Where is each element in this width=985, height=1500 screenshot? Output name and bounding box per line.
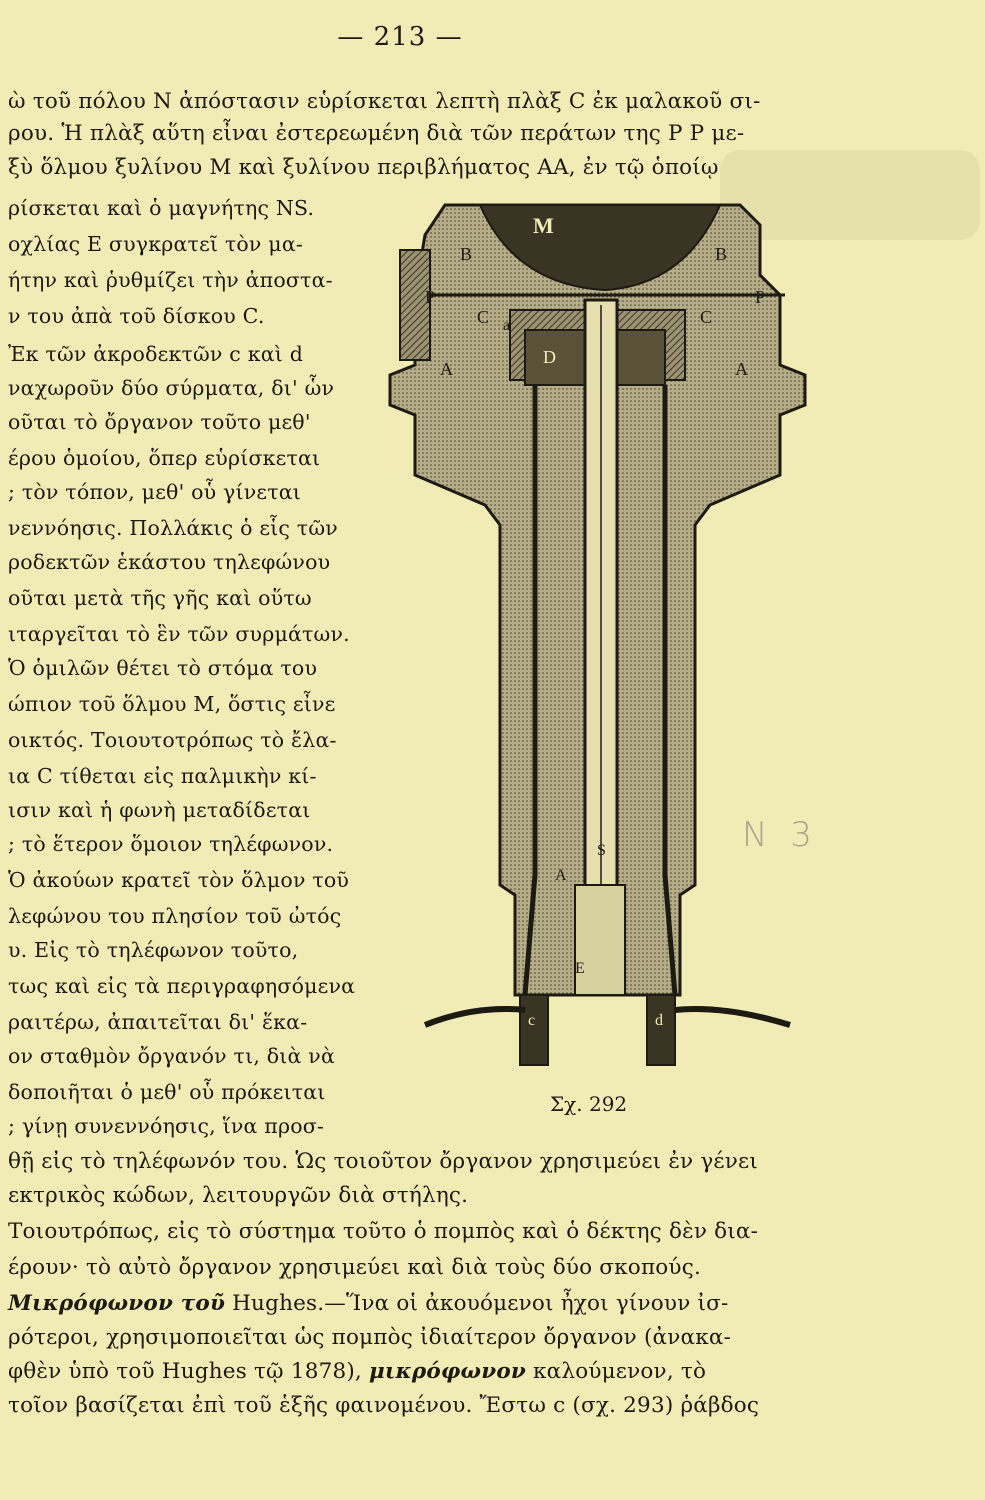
figure-label: a: [503, 317, 511, 334]
text-line: οῦται μετὰ τῆς γῆς καὶ οὕτω: [8, 586, 312, 610]
text-line: νεννόησις. Πολλάκις ὁ εἷς τῶν: [8, 516, 338, 540]
figure-label: d: [655, 1012, 663, 1029]
figure-label: C: [477, 307, 490, 327]
text-line: ιταργεῖται τὸ ἓν τῶν συρμάτων.: [8, 622, 350, 646]
text-line: ρότεροι, χρησιμοποιεῖται ὡς πομπὸς ἰδιαίτερον ὄργανον (ἀνακα-: [8, 1325, 732, 1350]
text-line: έρουν· τὸ αὐτὸ ὄργανον χρησιμεύει καὶ διὰ τοὺς δύο σκοπούς.: [8, 1255, 701, 1280]
text-line: ; τὸν τόπον, μεθ' οὗ γίνεται: [8, 480, 302, 504]
text-line: ν του ἀπὰ τοῦ δίσκου C.: [8, 304, 265, 328]
figure-label: A: [555, 867, 567, 884]
text-line: οχλίας Ε συγκρατεῖ τὸν μα-: [8, 232, 304, 256]
figure-label: S: [597, 842, 606, 859]
text-line: ραιτέρω, ἀπαιτεῖται δι' ἕκα-: [8, 1010, 308, 1034]
figure-label: C: [700, 307, 713, 327]
section-heading-rest: Hughes.—Ἵνα οἱ ἀκουόμενοι ἦχοι γίνουν ἰσ-: [225, 1291, 729, 1316]
text-line: οικτός. Τοιουτοτρόπως τὸ ἔλα-: [8, 728, 337, 752]
terminal-d: [647, 995, 675, 1065]
text-line: Ὁ ὁμιλῶν θέτει τὸ στόμα του: [8, 656, 318, 680]
text-line: ώπιον τοῦ ὅλμου Μ, ὅστις εἶνε: [8, 692, 336, 716]
figure-label: B: [460, 244, 473, 264]
cord-right: [675, 1009, 790, 1025]
text-line: ον σταθμὸν ὄργανόν τι, διὰ νὰ: [8, 1044, 336, 1068]
text-line: δοποιῆται ὁ μεθ' οὗ πρόκειται: [8, 1080, 326, 1104]
section-heading: Μικρόφωνον τοῦ: [8, 1291, 226, 1316]
figure-label: A: [440, 359, 453, 379]
text-line: Ἐκ τῶν ἀκροδεκτῶν c καὶ d: [8, 342, 304, 366]
terminal-c: [520, 995, 548, 1065]
text-line: ρίσκεται καὶ ὁ μαγνήτης NS.: [8, 196, 315, 220]
text-line: ναχωροῦν δύο σύρματα, δι' ὧν: [8, 376, 335, 400]
text-line: ; γίνῃ συνεννόησις, ἵνα προσ-: [8, 1114, 325, 1138]
telephone-cross-section-figure: [385, 195, 815, 1085]
text-line: Τοιουτρόπως, εἰς τὸ σύστημα τοῦτο ὁ πομπὸς καὶ ὁ δέκτης δὲν δια-: [8, 1219, 759, 1244]
figure-label: E: [575, 960, 585, 977]
text-line: λεφώνου του πλησίον τοῦ ὠτός: [8, 904, 342, 928]
text-line: θῇ εἰς τὸ τηλέφωνόν του. Ὡς τοιοῦτον ὄργανον χρησιμεύει ἐν γένει: [8, 1149, 758, 1174]
base-piece: [575, 885, 625, 995]
figure-label: A: [735, 359, 748, 379]
text-line: ροδεκτῶν ἑκάστου τηλεφώνου: [8, 550, 331, 574]
figure-label: P: [425, 287, 436, 307]
text-line: ; τὸ ἕτερον ὅμοιον τηλέφωνον.: [8, 832, 334, 856]
telephone-diagram: [385, 195, 815, 1085]
emphasis-term: μικρόφωνον: [369, 1359, 526, 1384]
cord-left: [425, 1009, 525, 1025]
section-heading-line: [8, 1288, 728, 1320]
text-span: φθὲν ὑπὸ τοῦ Hughes τῷ 1878),: [8, 1359, 369, 1384]
text-line: εκτρικὸς κώδων, λειτουργῶν διὰ στήλης.: [8, 1183, 469, 1208]
text-line: υ. Εἰς τὸ τηλέφωνον τοῦτο,: [8, 938, 299, 962]
page-number: — 213 —: [337, 22, 463, 52]
text-line: [8, 1356, 706, 1388]
figure-label: B: [715, 244, 728, 264]
figure-label: D: [543, 347, 556, 367]
figure-label: M: [533, 213, 554, 238]
figure-caption: Σχ. 292: [550, 1092, 628, 1116]
text-line: οῦται τὸ ὄργανον τοῦτο μεθ': [8, 410, 311, 434]
handwritten-margin-note: N 3: [742, 815, 818, 855]
text-line: έρου ὁμοίου, ὅπερ εὑρίσκεται: [8, 446, 321, 470]
figure-label: P: [755, 287, 766, 307]
text-line: ισιν καὶ ἡ φωνὴ μεταδίδεται: [8, 798, 311, 822]
figure-label: c: [528, 1012, 536, 1029]
text-span: καλούμενον, τὸ: [526, 1359, 707, 1384]
text-line: ὼ τοῦ πόλου Ν ἀπόστασιν εὑρίσκεται λεπτὴ πλὰξ C ἐκ μαλακοῦ σι-: [8, 89, 761, 114]
text-line: ξὺ ὅλμου ξυλίνου Μ καὶ ξυλίνου περιβλήματος ΑΑ, ἐν τῷ ὁποίῳ: [8, 155, 719, 180]
text-line: ρου. Ἡ πλὰξ αὕτη εἶναι ἐστερεωμένη διὰ τῶν περάτων της P P με-: [8, 121, 745, 146]
text-line: τως καὶ εἰς τὰ περιγραφησόμενα: [8, 974, 356, 998]
text-line: τοῖον βασίζεται ἐπὶ τοῦ ἑξῆς φαινομένου. Ἔστω c (σχ. 293) ῥάβδος: [8, 1393, 760, 1418]
text-line: Ὁ ἀκούων κρατεῖ τὸν ὅλμον τοῦ: [8, 868, 350, 892]
text-line: ήτην καὶ ῥυθμίζει τὴν ἀποστα-: [8, 268, 333, 292]
text-line: ια C τίθεται εἰς παλμικὴν κί-: [8, 764, 317, 788]
